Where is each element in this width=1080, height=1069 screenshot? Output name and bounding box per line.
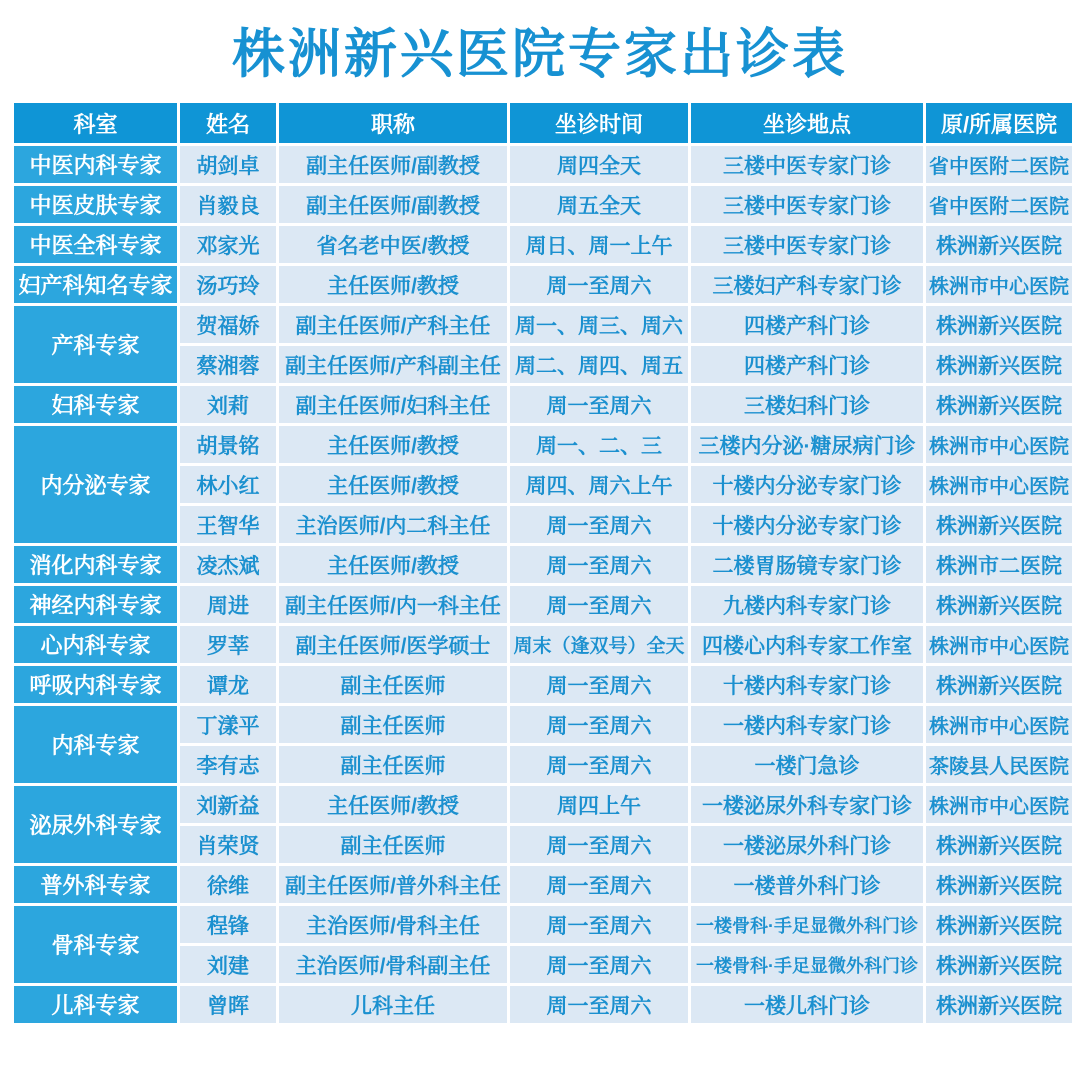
hospital-cell: 株洲市中心医院 [926,786,1072,823]
schedule-time-cell: 周一至周六 [510,866,688,903]
location-cell: 二楼胃肠镜专家门诊 [691,546,923,583]
doctor-name-cell: 罗莘 [180,626,276,663]
job-title-cell: 副主任医师/妇科主任 [279,386,507,423]
location-cell: 一楼泌尿外科专家门诊 [691,786,923,823]
hospital-cell: 株洲新兴医院 [926,826,1072,863]
department-cell: 妇产科知名专家 [14,266,177,303]
table-row [14,146,1072,183]
doctor-name-cell: 邓家光 [180,226,276,263]
schedule-time-cell: 周一至周六 [510,666,688,703]
expert-schedule-table [11,100,1075,1026]
schedule-time-cell: 周末（逢双号）全天 [510,626,688,663]
doctor-name-cell: 谭龙 [180,666,276,703]
location-cell: 十楼内分泌专家门诊 [691,466,923,503]
header-row [14,103,1072,143]
hospital-cell: 株洲新兴医院 [926,306,1072,343]
job-title-cell: 主治医师/骨科主任 [279,906,507,943]
schedule-time-cell: 周四全天 [510,146,688,183]
location-cell: 三楼中医专家门诊 [691,186,923,223]
department-cell: 消化内科专家 [14,546,177,583]
doctor-name-cell: 刘建 [180,946,276,983]
location-cell: 四楼心内科专家工作室 [691,626,923,663]
column-header-title: 职称 [279,103,507,143]
location-cell: 三楼中医专家门诊 [691,226,923,263]
job-title-cell: 副主任医师 [279,666,507,703]
department-cell: 妇科专家 [14,386,177,423]
doctor-name-cell: 刘莉 [180,386,276,423]
department-cell: 泌尿外科专家 [14,786,177,863]
schedule-time-cell: 周一至周六 [510,506,688,543]
department-cell: 骨科专家 [14,906,177,983]
department-cell: 神经内科专家 [14,586,177,623]
doctor-name-cell: 胡景铭 [180,426,276,463]
schedule-time-cell: 周一至周六 [510,906,688,943]
table-row [14,426,1072,463]
job-title-cell: 儿科主任 [279,986,507,1023]
schedule-time-cell: 周一至周六 [510,546,688,583]
schedule-time-cell: 周一至周六 [510,266,688,303]
job-title-cell: 主任医师/教授 [279,786,507,823]
hospital-cell: 株洲市二医院 [926,546,1072,583]
doctor-name-cell: 林小红 [180,466,276,503]
job-title-cell: 副主任医师/内一科主任 [279,586,507,623]
job-title-cell: 主治医师/骨科副主任 [279,946,507,983]
location-cell: 三楼妇产科专家门诊 [691,266,923,303]
table-row [14,226,1072,263]
hospital-cell: 株洲新兴医院 [926,386,1072,423]
location-cell: 一楼骨科·手足显微外科门诊 [691,946,923,983]
column-header-name: 姓名 [180,103,276,143]
doctor-name-cell: 蔡湘蓉 [180,346,276,383]
location-cell: 一楼泌尿外科门诊 [691,826,923,863]
column-header-department: 科室 [14,103,177,143]
schedule-time-cell: 周一、周三、周六 [510,306,688,343]
table-row [14,666,1072,703]
hospital-cell: 株洲市中心医院 [926,706,1072,743]
table-row [14,386,1072,423]
table-row [14,586,1072,623]
schedule-time-cell: 周一至周六 [510,586,688,623]
location-cell: 一楼门急诊 [691,746,923,783]
doctor-name-cell: 曾晖 [180,986,276,1023]
department-cell: 中医皮肤专家 [14,186,177,223]
department-cell: 儿科专家 [14,986,177,1023]
location-cell: 一楼儿科门诊 [691,986,923,1023]
location-cell: 三楼妇科门诊 [691,386,923,423]
department-cell: 心内科专家 [14,626,177,663]
location-cell: 四楼产科门诊 [691,346,923,383]
schedule-time-cell: 周一至周六 [510,826,688,863]
schedule-time-cell: 周五全天 [510,186,688,223]
doctor-name-cell: 周进 [180,586,276,623]
schedule-time-cell: 周一至周六 [510,386,688,423]
hospital-cell: 株洲市中心医院 [926,426,1072,463]
job-title-cell: 副主任医师 [279,826,507,863]
doctor-name-cell: 胡剑卓 [180,146,276,183]
table-row [14,786,1072,823]
hospital-cell: 株洲新兴医院 [926,906,1072,943]
hospital-cell: 株洲新兴医院 [926,226,1072,263]
hospital-cell: 株洲新兴医院 [926,946,1072,983]
job-title-cell: 主任医师/教授 [279,266,507,303]
location-cell: 一楼内科专家门诊 [691,706,923,743]
hospital-cell: 株洲市中心医院 [926,266,1072,303]
hospital-cell: 株洲新兴医院 [926,986,1072,1023]
table-row [14,546,1072,583]
job-title-cell: 主治医师/内二科主任 [279,506,507,543]
column-header-location: 坐诊地点 [691,103,923,143]
table-row [14,906,1072,943]
hospital-cell: 株洲新兴医院 [926,866,1072,903]
doctor-name-cell: 丁漾平 [180,706,276,743]
job-title-cell: 省名老中医/教授 [279,226,507,263]
hospital-cell: 株洲新兴医院 [926,586,1072,623]
location-cell: 一楼骨科·手足显微外科门诊 [691,906,923,943]
job-title-cell: 副主任医师/副教授 [279,146,507,183]
department-cell: 内科专家 [14,706,177,783]
location-cell: 三楼内分泌·糖尿病门诊 [691,426,923,463]
doctor-name-cell: 李有志 [180,746,276,783]
job-title-cell: 副主任医师/产科主任 [279,306,507,343]
job-title-cell: 主任医师/教授 [279,426,507,463]
schedule-table-body [14,146,1072,1023]
table-row [14,626,1072,663]
doctor-name-cell: 王智华 [180,506,276,543]
hospital-cell: 株洲新兴医院 [926,666,1072,703]
table-row [14,266,1072,303]
doctor-name-cell: 刘新益 [180,786,276,823]
job-title-cell: 副主任医师/普外科主任 [279,866,507,903]
hospital-cell: 株洲新兴医院 [926,506,1072,543]
doctor-name-cell: 凌杰斌 [180,546,276,583]
department-cell: 中医全科专家 [14,226,177,263]
schedule-time-cell: 周一、二、三 [510,426,688,463]
location-cell: 一楼普外科门诊 [691,866,923,903]
hospital-cell: 省中医附二医院 [926,146,1072,183]
doctor-name-cell: 肖荣贤 [180,826,276,863]
table-row [14,986,1072,1023]
hospital-cell: 省中医附二医院 [926,186,1072,223]
location-cell: 四楼产科门诊 [691,306,923,343]
doctor-name-cell: 贺福娇 [180,306,276,343]
hospital-cell: 株洲市中心医院 [926,466,1072,503]
location-cell: 三楼中医专家门诊 [691,146,923,183]
schedule-time-cell: 周一至周六 [510,746,688,783]
hospital-cell: 株洲市中心医院 [926,626,1072,663]
table-row [14,706,1072,743]
department-cell: 中医内科专家 [14,146,177,183]
location-cell: 九楼内科专家门诊 [691,586,923,623]
job-title-cell: 主任医师/教授 [279,546,507,583]
table-row [14,186,1072,223]
job-title-cell: 副主任医师 [279,746,507,783]
hospital-cell: 茶陵县人民医院 [926,746,1072,783]
job-title-cell: 副主任医师/副教授 [279,186,507,223]
department-cell: 普外科专家 [14,866,177,903]
department-cell: 呼吸内科专家 [14,666,177,703]
schedule-time-cell: 周一至周六 [510,986,688,1023]
column-header-time: 坐诊时间 [510,103,688,143]
job-title-cell: 主任医师/教授 [279,466,507,503]
schedule-time-cell: 周四、周六上午 [510,466,688,503]
schedule-time-cell: 周一至周六 [510,946,688,983]
department-cell: 内分泌专家 [14,426,177,543]
job-title-cell: 副主任医师/产科副主任 [279,346,507,383]
schedule-time-cell: 周日、周一上午 [510,226,688,263]
page-title: 株洲新兴医院专家出诊表 [232,25,848,84]
table-row [14,306,1072,343]
job-title-cell: 副主任医师/医学硕士 [279,626,507,663]
doctor-name-cell: 程锋 [180,906,276,943]
schedule-time-cell: 周一至周六 [510,706,688,743]
hospital-cell: 株洲新兴医院 [926,346,1072,383]
department-cell: 产科专家 [14,306,177,383]
column-header-hospital: 原/所属医院 [926,103,1072,143]
location-cell: 十楼内科专家门诊 [691,666,923,703]
schedule-time-cell: 周二、周四、周五 [510,346,688,383]
doctor-name-cell: 徐维 [180,866,276,903]
doctor-name-cell: 汤巧玲 [180,266,276,303]
table-row [14,866,1072,903]
schedule-time-cell: 周四上午 [510,786,688,823]
job-title-cell: 副主任医师 [279,706,507,743]
location-cell: 十楼内分泌专家门诊 [691,506,923,543]
doctor-name-cell: 肖毅良 [180,186,276,223]
